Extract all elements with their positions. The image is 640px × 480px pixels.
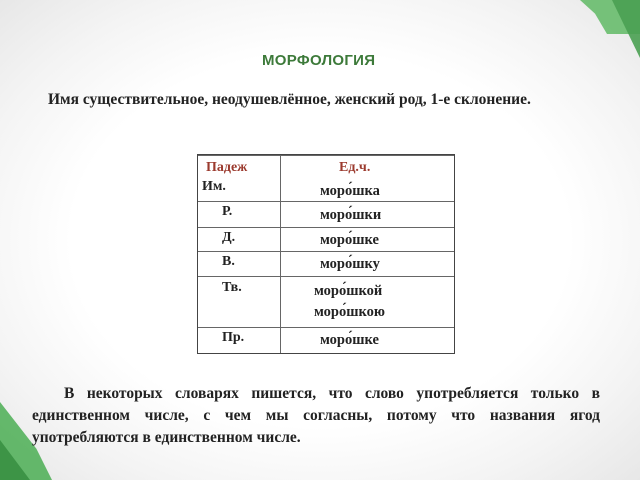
case-label: Д. — [222, 230, 236, 245]
table-row — [198, 251, 454, 276]
table-row — [198, 177, 454, 201]
word-form: моро́шки — [320, 207, 382, 223]
header-case: Падеж — [206, 160, 248, 175]
case-label: В. — [222, 254, 235, 269]
word-form: моро́шкой — [314, 283, 383, 299]
slide-title: МОРФОЛОГИЯ — [262, 52, 376, 69]
case-label: Им. — [202, 179, 226, 194]
header-number: Ед.ч. — [339, 160, 371, 175]
word-form-alt: моро́шкою — [314, 304, 385, 320]
intro-paragraph: Имя существительное, неодушевлённое, женский род, 1-е склонение. — [48, 91, 531, 108]
word-form: моро́шка — [320, 183, 380, 199]
table-row — [198, 201, 454, 226]
table-row — [198, 227, 454, 252]
case-label: Тв. — [222, 280, 242, 295]
table-row — [198, 327, 454, 354]
word-form: моро́шке — [320, 232, 379, 248]
case-label: Пр. — [222, 330, 245, 345]
note-paragraph: В некоторых словарях пишется, что слово употребляется только в единственном числе, с чем мы согласны, потому что названия ягод употребляются в единственном числе. — [32, 385, 600, 446]
declension-table — [197, 154, 455, 354]
word-form: моро́шку — [320, 256, 380, 272]
word-form: моро́шке — [320, 332, 379, 348]
table-row — [198, 276, 454, 327]
case-label: Р. — [222, 204, 233, 219]
